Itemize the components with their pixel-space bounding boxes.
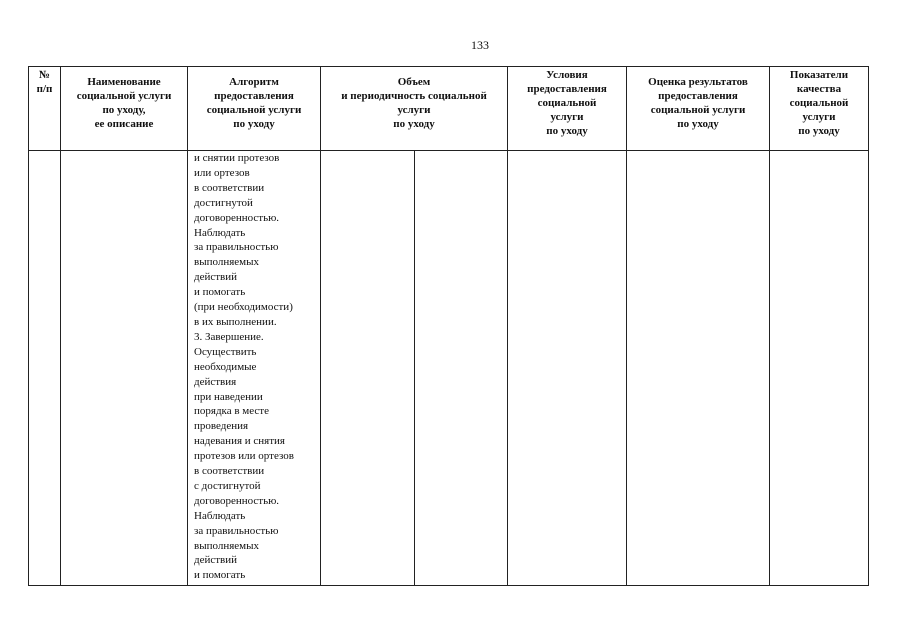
cell-algorithm — [188, 151, 321, 586]
services-table — [28, 66, 869, 586]
algorithm-line: Осуществить — [194, 345, 257, 358]
algorithm-line: в их выполнении. — [194, 315, 277, 328]
algorithm-line: проведения — [194, 420, 249, 433]
algorithm-line: и снятии протезов — [194, 152, 280, 164]
algorithm-line: протезов или ортезов — [194, 450, 294, 463]
algorithm-line: Наблюдать — [194, 509, 246, 522]
cell-volume — [321, 151, 415, 586]
algorithm-line: необходимые — [194, 360, 257, 373]
header-number: № п/п — [29, 67, 61, 151]
algorithm-line: за правильностью — [194, 241, 279, 254]
algorithm-line: (при необходимости) — [194, 301, 293, 314]
header-algorithm: Алгоритм предоставления социальной услуги по уходу — [188, 67, 321, 151]
cell-quality — [770, 151, 869, 586]
algorithm-line: договоренностью. — [194, 211, 280, 224]
algorithm-line: порядка в месте — [194, 405, 269, 418]
algorithm-line: выполняемых — [194, 256, 259, 269]
algorithm-line: и помогать — [194, 286, 246, 299]
header-quality: Показатели качества социальной услуги по уходу — [770, 67, 869, 151]
header-evaluation: Оценка результатов предоставления социальной услуги по уходу — [627, 67, 770, 151]
algorithm-line: действий — [194, 271, 238, 284]
algorithm-line: действий — [194, 554, 238, 567]
algorithm-line: в соответствии — [194, 465, 265, 478]
algorithm-line: с достигнутой — [194, 479, 261, 492]
algorithm-line: действия — [194, 375, 237, 388]
algorithm-line: и помогать — [194, 569, 246, 582]
header-service-name: Наименование социальной услуги по уходу, ее описание — [61, 67, 188, 151]
algorithm-line: договоренностью. — [194, 494, 280, 507]
algorithm-line: выполняемых — [194, 539, 259, 552]
header-volume: Объем и периодичность социальной услуги по уходу — [321, 67, 508, 151]
cell-periodicity — [415, 151, 508, 586]
header-row — [29, 67, 869, 151]
algorithm-line: в соответствии — [194, 181, 265, 194]
algorithm-line: Наблюдать — [194, 226, 246, 239]
algorithm-line: достигнутой — [194, 196, 253, 209]
algorithm-line: надевания и снятия — [194, 435, 285, 448]
algorithm-line: за правильностью — [194, 524, 279, 537]
cell-service-name — [61, 151, 188, 586]
algorithm-line: 3. Завершение. — [194, 330, 264, 343]
algorithm-line: или ортезов — [194, 166, 250, 179]
cell-evaluation — [627, 151, 770, 586]
cell-number — [29, 151, 61, 586]
page-number: 133 — [471, 38, 489, 52]
cell-conditions — [508, 151, 627, 586]
header-conditions: Условия предоставления социальной услуги по уходу — [508, 67, 627, 151]
table-row — [29, 151, 869, 586]
algorithm-line: при наведении — [194, 390, 263, 403]
